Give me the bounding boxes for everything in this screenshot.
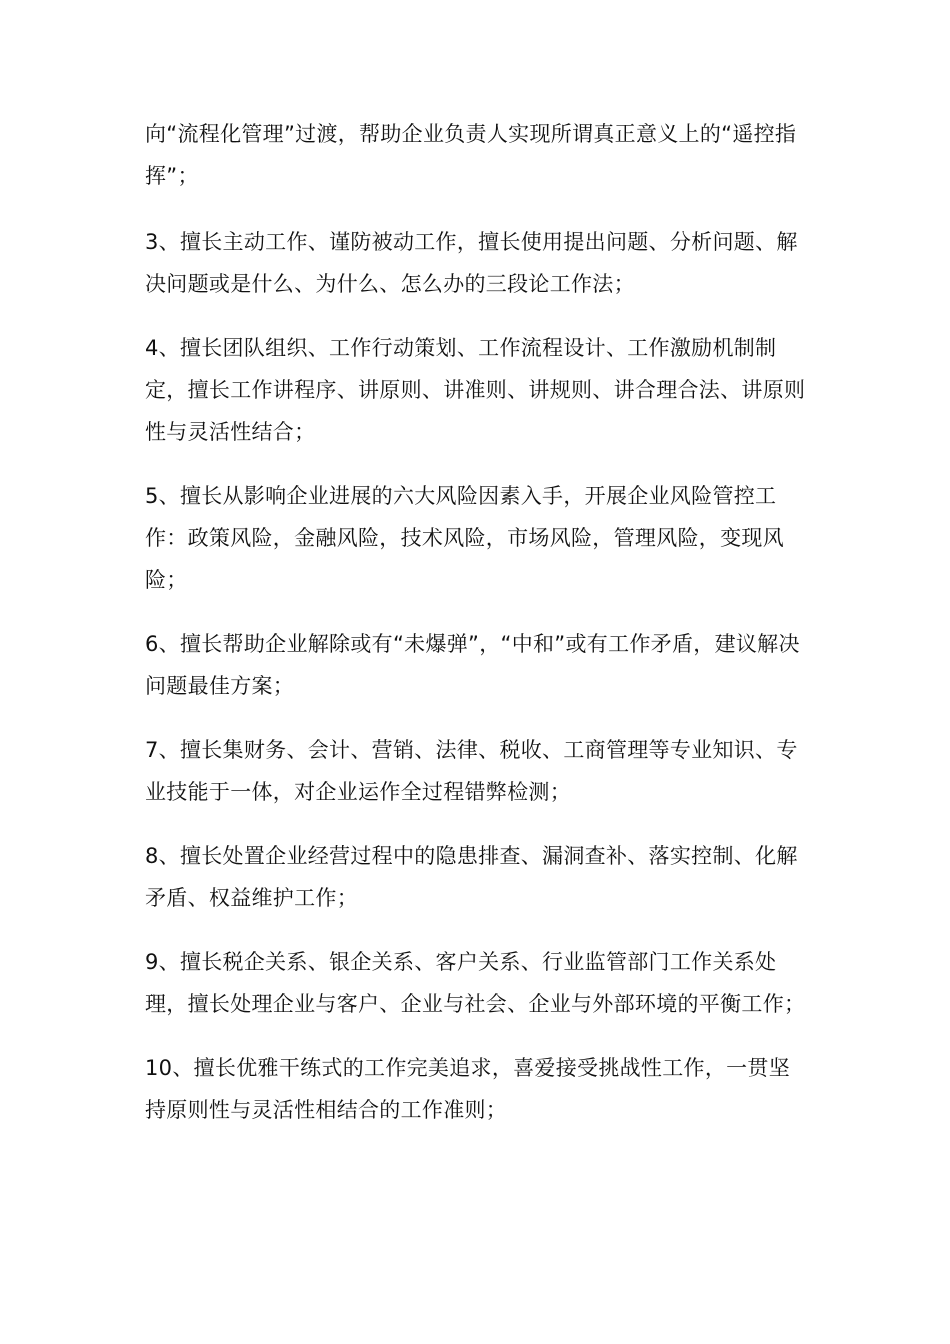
paragraph-item-6: 6、擅长帮助企业解除或有“未爆弹”，“中和”或有工作矛盾，建议解决问题最佳方案； (145, 632, 800, 698)
paragraph-item-7: 7、擅长集财务、会计、营销、法律、税收、工商管理等专业知识、专业技能于一体，对企业运作全过程错弊检测； (145, 738, 798, 804)
paragraph-item-5: 5、擅长从影响企业进展的六大风险因素入手，开展企业风险管控工作：政策风险，金融风险，技术风险，市场风险，管理风险，变现风险； (145, 484, 784, 592)
document-body (145, 113, 810, 1153)
paragraph-item-3: 3、擅长主动工作、谨防被动工作，擅长使用提出问题、分析问题、解决问题或是什么、为什么、怎么办的三段论工作法； (145, 230, 798, 296)
paragraph-intro: 向“流程化管理”过渡，帮助企业负责人实现所谓真正意义上的“遥控指挥”； (145, 122, 797, 188)
paragraph-item-4: 4、擅长团队组织、工作行动策划、工作流程设计、工作激励机制制定，擅长工作讲程序、讲原则、讲准则、讲规则、讲合理合法、讲原则性与灵活性结合； (145, 336, 806, 444)
paragraph-item-9: 9、擅长税企关系、银企关系、客户关系、行业监管部门工作关系处理，擅长处理企业与客户、企业与社会、企业与外部环境的平衡工作； (145, 950, 806, 1016)
paragraph-item-10: 10、擅长优雅干练式的工作完美追求，喜爱接受挑战性工作，一贯坚持原则性与灵活性相结合的工作准则； (145, 1056, 791, 1122)
paragraph-item-8: 8、擅长处置企业经营过程中的隐患排查、漏洞查补、落实控制、化解矛盾、权益维护工作； (145, 844, 798, 910)
